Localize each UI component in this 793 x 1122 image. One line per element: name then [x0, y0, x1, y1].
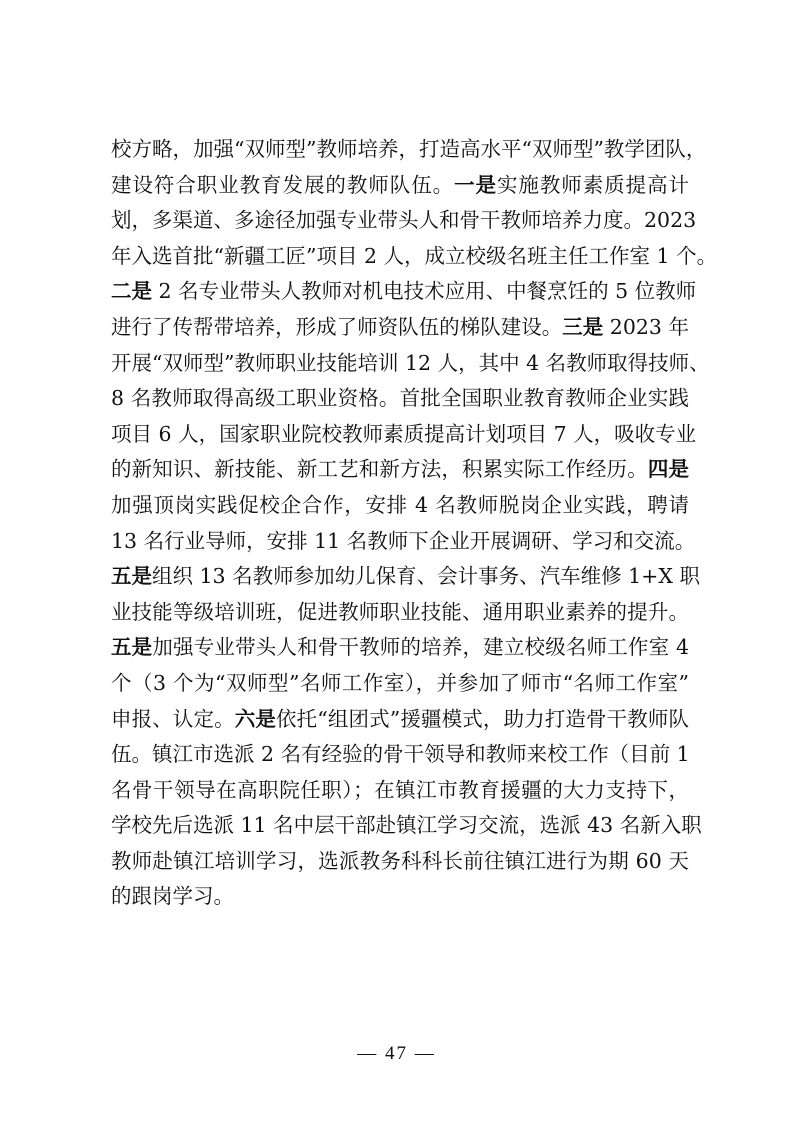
text-line [111, 417, 697, 453]
text-line [111, 773, 689, 809]
text-line [111, 524, 696, 560]
text-line [111, 808, 702, 844]
text-segment: 建设符合职业教育发展的教师队伍。 [111, 172, 455, 197]
text-line [111, 274, 697, 310]
text-segment: 学校先后选派 11 名中层干部赴镇江学习交流，选派 43 名新入职 [111, 813, 702, 838]
text-line [111, 132, 707, 168]
text-segment: 业技能等级培训班，促进教师职业技能、通用职业素养的提升。 [111, 599, 689, 624]
text-segment: 项目 6 人，国家职业院校教师素质提高计划项目 7 人，吸收专业 [111, 421, 697, 446]
bold-lead-phrase: 五是 [111, 564, 152, 589]
text-line [111, 168, 689, 204]
text-line [111, 879, 689, 915]
text-segment: 年入选首批“新疆工匠”项目 2 人，成立校级名班主任工作室 1 个。 [111, 243, 718, 268]
text-segment: 进行了传帮带培养，形成了师资队伍的梯队建设。 [111, 314, 563, 339]
text-segment: 2023 年 [603, 314, 690, 339]
text-line [111, 381, 689, 417]
bold-lead-phrase: 五是 [111, 635, 153, 660]
bold-lead-phrase: 六是 [234, 706, 277, 731]
bold-lead-phrase: 三是 [562, 314, 604, 339]
text-segment: 依托“组团式”援疆模式，助力打造骨干教师队 [276, 706, 690, 731]
text-line [111, 310, 689, 346]
bold-lead-phrase: 一是 [454, 172, 497, 197]
text-segment: 教师赴镇江培训学习，选派教务科科长前往镇江进行为期 60 天 [111, 848, 689, 873]
text-segment: 8 名教师取得高级工职业资格。首批全国职业教育教师企业实践 [111, 386, 689, 411]
text-segment: 13 名行业导师，安排 11 名教师下企业开展调研、学习和交流。 [111, 528, 696, 553]
text-line [111, 737, 689, 773]
text-line [111, 346, 710, 382]
text-segment: 的新知识、新技能、新工艺和新方法，积累实际工作经历。 [111, 457, 648, 482]
text-line [111, 559, 700, 595]
page-number: — 47 — [357, 1043, 436, 1064]
bold-lead-phrase: 四是 [647, 457, 690, 482]
text-line [111, 595, 689, 631]
text-segment: 加强专业带头人和骨干教师的培养，建立校级名师工作室 4 [152, 635, 690, 660]
text-segment: 申报、认定。 [111, 706, 235, 731]
text-segment: 实施教师素质提高计 [496, 172, 690, 197]
text-line [111, 702, 689, 738]
text-line [111, 452, 689, 488]
text-segment: 划，多渠道、多途径加强专业带头人和骨干教师培养力度。2023 [111, 208, 697, 233]
text-segment: 开展“双师型”教师职业技能培训 12 人，其中 4 名教师取得技师、 [111, 350, 710, 375]
text-segment: 2 名专业带头人教师对机电技术应用、中餐烹饪的 5 位教师 [152, 279, 697, 304]
text-line [111, 203, 697, 239]
text-segment: 加强顶岗实践促校企合作，安排 4 名教师脱岗企业实践，聘请 [111, 492, 689, 517]
bold-lead-phrase: 二是 [111, 279, 152, 304]
text-segment: 校方略，加强“双师型”教师培养，打造高水平“双师型”教学团队， [111, 137, 707, 161]
text-line [111, 488, 689, 524]
text-segment: 伍。镇江市选派 2 名有经验的骨干领导和教师来校工作（目前 1 [111, 742, 690, 767]
text-segment: 名骨干领导在高职院任职）；在镇江市教育援疆的大力支持下， [111, 777, 689, 802]
text-line [111, 630, 689, 666]
text-line [111, 666, 689, 702]
text-segment: 个（3 个为“双师型”名师工作室），并参加了师市“名师工作室” [111, 670, 689, 695]
text-line [111, 844, 689, 880]
body-paragraph [111, 132, 718, 915]
text-line [111, 239, 718, 275]
text-segment: 组织 13 名教师参加幼儿保育、会计事务、汽车维修 1+X 职 [152, 564, 700, 589]
text-segment: 的跟岗学习。 [111, 884, 234, 909]
